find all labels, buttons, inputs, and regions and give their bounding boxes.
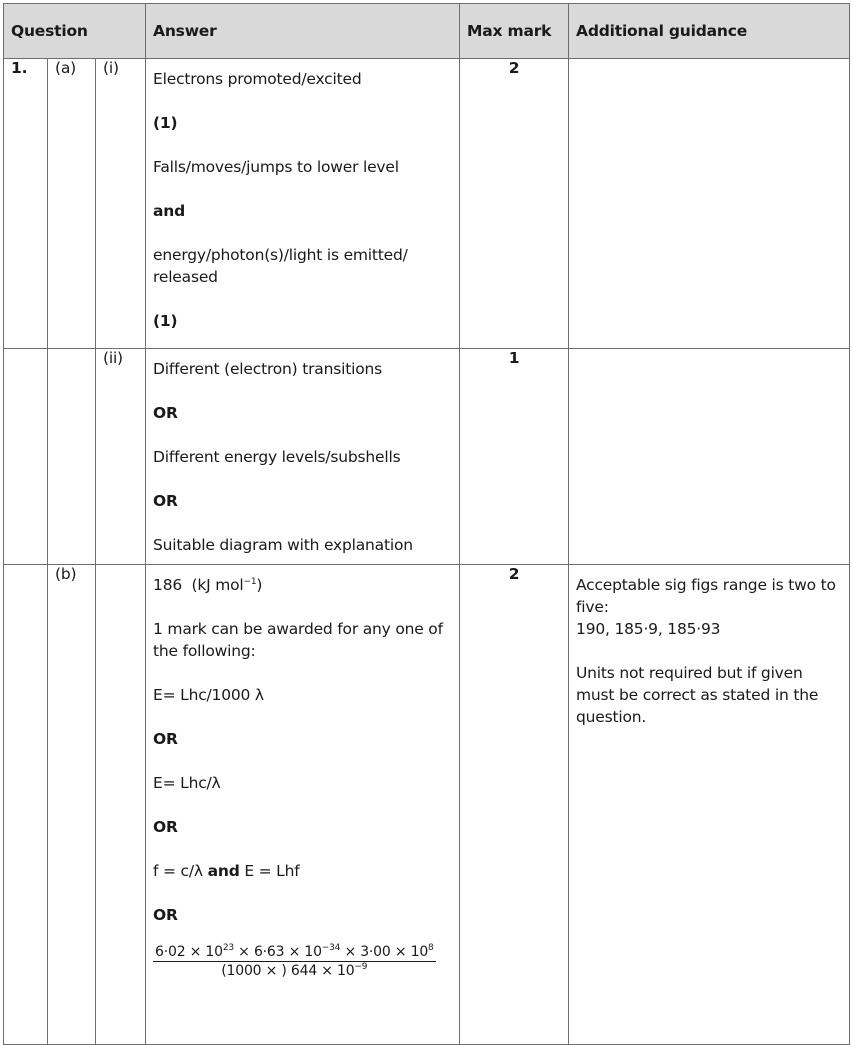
- calculation-fraction: [153, 944, 436, 979]
- question-subpart: [96, 565, 146, 1045]
- max-mark-value: 2: [460, 59, 569, 349]
- marking-scheme-table: [3, 3, 850, 1045]
- guidance-cell: [569, 59, 850, 349]
- formula: E= Lhc/λ: [153, 774, 221, 792]
- guidance-cell: [569, 565, 850, 1045]
- answer-cell: [146, 349, 460, 565]
- answer-line: Electrons promoted/excited: [153, 70, 362, 88]
- units: (kJ mol: [191, 576, 244, 594]
- guidance-cell: [569, 349, 850, 565]
- units-exponent: −1: [243, 577, 257, 587]
- connector-or: OR: [153, 818, 178, 836]
- header-question: Question: [4, 4, 146, 59]
- connector-and: and: [153, 202, 186, 220]
- guidance-text: Acceptable sig figs range is two to five:: [576, 576, 836, 616]
- question-number: [4, 565, 48, 1045]
- answer-cell: [146, 59, 460, 349]
- max-mark-value: 1: [460, 349, 569, 565]
- answer-line: Suitable diagram with explanation: [153, 536, 413, 554]
- answer-value: [153, 574, 452, 596]
- formula-part: E = Lhf: [244, 862, 300, 880]
- answer-line: Different (electron) transitions: [153, 360, 382, 378]
- mark-indicator: (1): [153, 114, 178, 132]
- header-row: [4, 4, 850, 59]
- question-subpart: (i): [96, 59, 146, 349]
- question-subpart: (ii): [96, 349, 146, 565]
- answer-line: Falls/moves/jumps to lower level: [153, 158, 399, 176]
- question-part: (b): [48, 565, 96, 1045]
- formula-part: f = c/λ: [153, 862, 203, 880]
- answer-number: 186: [153, 576, 183, 594]
- question-number: [4, 349, 48, 565]
- table-row: [4, 59, 850, 349]
- guidance-text: Units not required but if given must be correct as stated in the question.: [576, 664, 819, 726]
- header-guidance: Additional guidance: [569, 4, 850, 59]
- answer-cell: [146, 565, 460, 1045]
- question-number: 1.: [4, 59, 48, 349]
- connector-or: OR: [153, 404, 178, 422]
- guidance-text: 190, 185·9, 185·93: [576, 620, 721, 638]
- answer-line: Different energy levels/subshells: [153, 448, 401, 466]
- formula: E= Lhc/1000 λ: [153, 686, 264, 704]
- mark-indicator: (1): [153, 312, 178, 330]
- question-part: (a): [48, 59, 96, 349]
- table-row: [4, 349, 850, 565]
- table-row: [4, 565, 850, 1045]
- header-max-mark: Max mark: [460, 4, 569, 59]
- header-answer: Answer: [146, 4, 460, 59]
- fraction-numerator: $6\cdot 02 \times 10^{23} \times 6\cdot 63 \times 10^{-34} \times 3\cdot 00 \times 10^8$: [155, 943, 434, 960]
- units-close: ): [256, 576, 263, 594]
- fraction-denominator: (1000 × ) $644 \times 10^{-9}$: [221, 962, 368, 979]
- answer-line: 1 mark can be awarded for any one of the following:: [153, 620, 443, 660]
- connector-and: and: [207, 862, 240, 880]
- formula: [153, 860, 452, 882]
- connector-or: OR: [153, 730, 178, 748]
- answer-line: energy/photon(s)/light is emitted/ released: [153, 246, 408, 286]
- max-mark-value: 2: [460, 565, 569, 1045]
- question-part: [48, 349, 96, 565]
- connector-or: OR: [153, 906, 178, 924]
- connector-or: OR: [153, 492, 178, 510]
